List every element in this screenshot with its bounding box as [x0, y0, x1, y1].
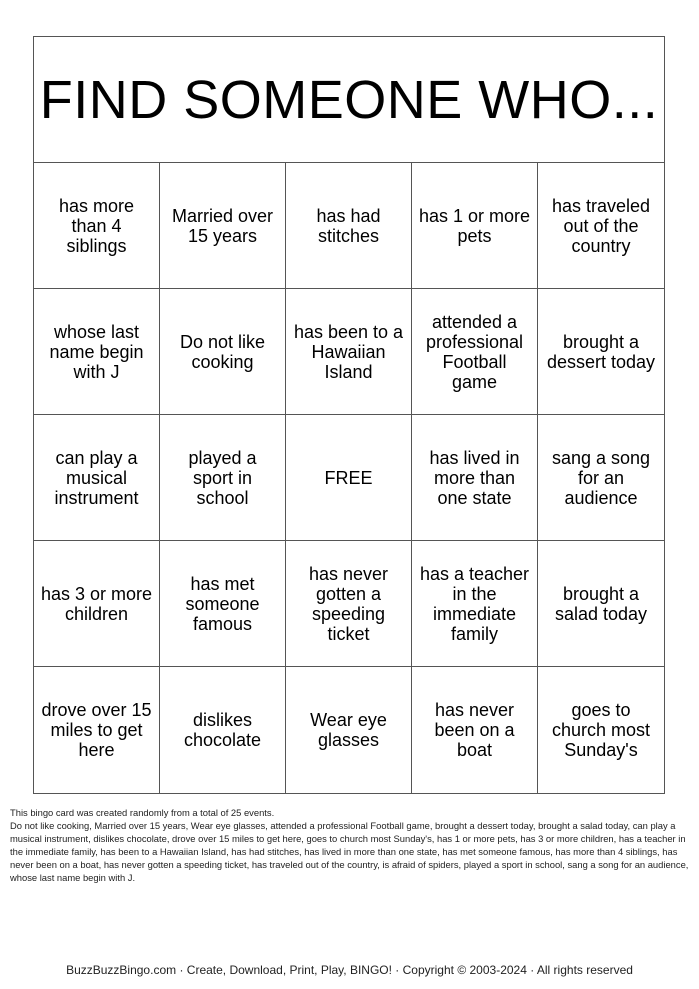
bingo-cell: Married over 15 years: [160, 163, 286, 289]
bingo-cell: dislikes chocolate: [160, 667, 286, 793]
bingo-cell: Do not like cooking: [160, 289, 286, 415]
bingo-card: [33, 36, 665, 794]
bingo-cell: has never been on a boat: [412, 667, 538, 793]
bingo-cell: has lived in more than one state: [412, 415, 538, 541]
bingo-cell: has had stitches: [286, 163, 412, 289]
bingo-cell: has a teacher in the immediate family: [412, 541, 538, 667]
footer-copyright: BuzzBuzzBingo.com · Create, Download, Print, Play, BINGO! · Copyright © 2003-2024 · All rights reserved: [66, 963, 633, 977]
bingo-cell: drove over 15 miles to get here: [34, 667, 160, 793]
bingo-cell: has been to a Hawaiian Island: [286, 289, 412, 415]
bingo-cell: brought a dessert today: [538, 289, 664, 415]
bingo-cell: sang a song for an audience: [538, 415, 664, 541]
bingo-cell: can play a musical instrument: [34, 415, 160, 541]
bingo-cell: goes to church most Sunday's: [551, 700, 651, 760]
bingo-cell: Wear eye glasses: [286, 667, 412, 793]
event-list: Do not like cooking, Married over 15 years, Wear eye glasses, attended a professional Football game, brought a dessert today, brought a salad today, can play a musical instrument, dislikes chocolate, drove over 15 miles to get here, goes to church most Sunday's, has 1 or more pets, has 3 or more children, has a teacher in the immediate family, has been to a Hawaiian Island, has had stitches, has lived in more than one state, has met someone famous, has more than 4 siblings, has never been on a boat, has never gotten a speeding ticket, has traveled out of the country, is afraid of spiders, played a sport in school, sang a song for an audience, whose last name begin with J.: [10, 820, 689, 883]
card-title: FIND SOMEONE WHO...: [39, 69, 659, 130]
bingo-cell: has met someone famous: [160, 541, 286, 667]
bingo-grid: [34, 163, 664, 793]
bingo-cell: played a sport in school: [160, 415, 286, 541]
bingo-cell: has traveled out of the country: [538, 163, 664, 289]
title-row: [34, 37, 664, 163]
bingo-cell: attended a professional Football game: [412, 289, 538, 415]
event-note-intro: This bingo card was created randomly from a total of 25 events.: [10, 807, 275, 818]
bingo-cell: whose last name begin with J: [34, 289, 160, 415]
bingo-cell: has 1 or more pets: [412, 163, 538, 289]
bingo-cell: has 3 or more children: [34, 541, 160, 667]
bingo-cell: has never gotten a speeding ticket: [286, 541, 412, 667]
bingo-cell: brought a salad today: [538, 541, 664, 667]
free-cell: FREE: [286, 415, 412, 541]
event-note: [10, 806, 690, 884]
bingo-cell: has more than 4 siblings: [34, 163, 160, 289]
